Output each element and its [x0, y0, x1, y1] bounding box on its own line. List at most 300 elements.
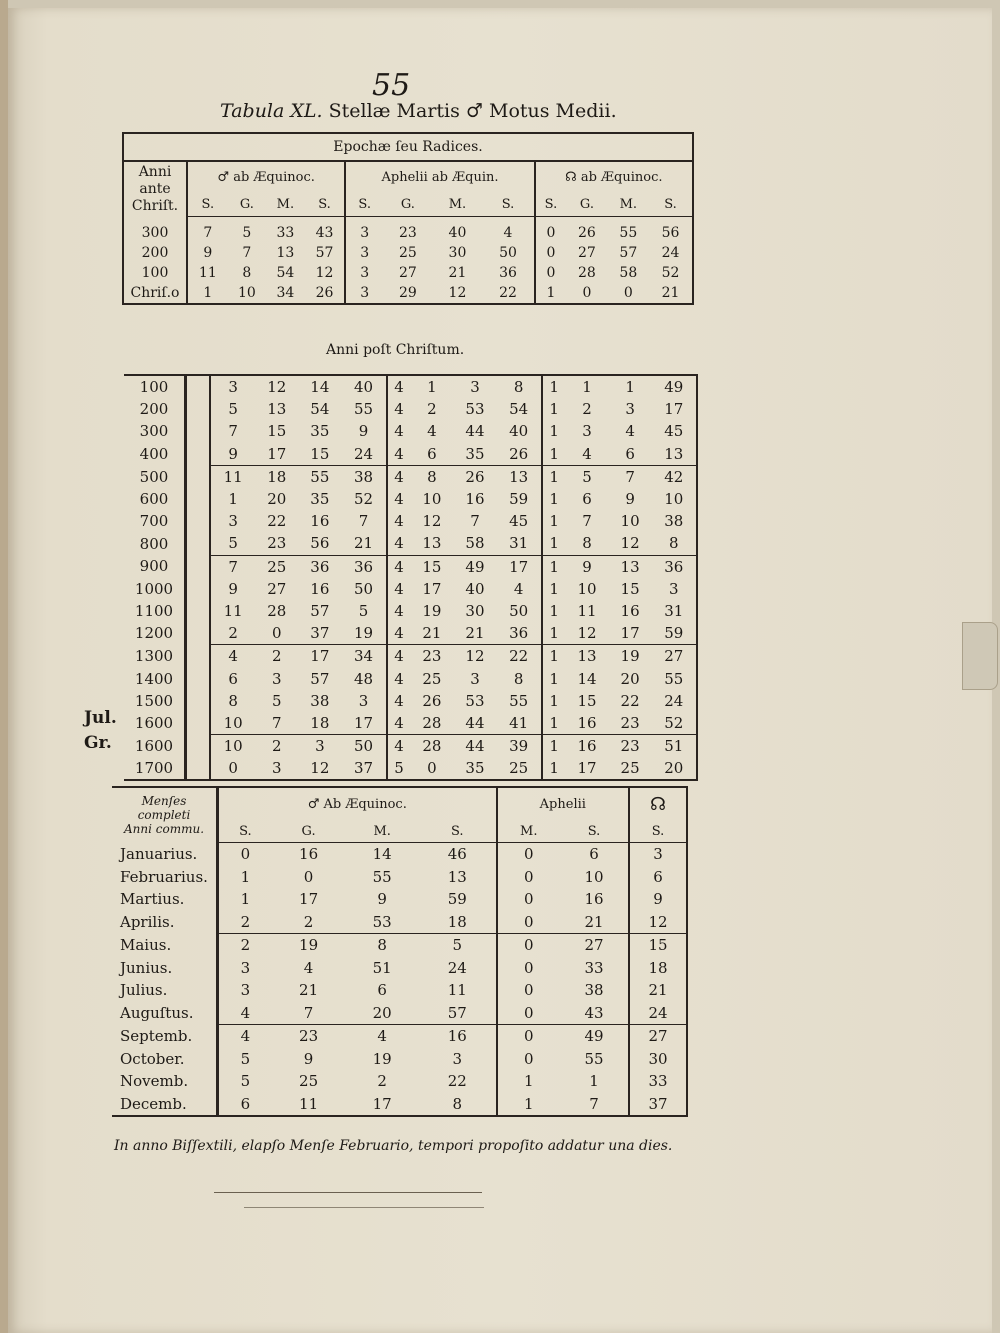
value-cell: 1 [589, 1072, 599, 1091]
value-cell: 50 [353, 737, 374, 756]
value-cell: 15 [267, 422, 287, 441]
value-cell: 21 [629, 979, 687, 1002]
value-cell: 50 [353, 579, 374, 598]
value-cell: 13 [620, 557, 640, 576]
value-cell: 6 [589, 845, 599, 864]
value-cell: 4 [218, 1025, 272, 1048]
value-cell: 23 [620, 737, 640, 756]
value-cell: 7 [582, 512, 592, 531]
value-cell: 46 [447, 845, 467, 864]
value-cell: 49 [652, 375, 697, 398]
table-row [112, 1093, 687, 1117]
value-cell: 36 [499, 265, 517, 281]
spacer-cell [186, 532, 211, 555]
value-cell: 4 [387, 600, 411, 622]
value-cell: 3 [218, 979, 272, 1002]
months-header-line: completi [137, 808, 191, 823]
value-cell: 6 [210, 667, 255, 689]
table-row [112, 888, 687, 911]
value-cell: 45 [652, 420, 697, 442]
table-row [124, 555, 697, 578]
table-row [112, 1002, 687, 1025]
value-cell: 55 [652, 667, 697, 689]
value-cell: 4 [210, 645, 255, 668]
value-cell: 59 [509, 490, 529, 509]
value-cell: 8 [566, 532, 609, 555]
value-cell: 0 [623, 285, 633, 301]
value-cell: 9 [187, 243, 228, 263]
value-cell: 55 [372, 867, 392, 886]
value-cell: 9 [629, 888, 687, 911]
subheader-cell: S. [345, 192, 383, 217]
value-cell: 36 [310, 557, 330, 576]
table-row [124, 622, 697, 645]
subheader-cell: M. [266, 192, 305, 217]
table-row [124, 600, 697, 622]
table-row [124, 398, 697, 420]
value-cell: 30 [629, 1048, 687, 1071]
value-cell: 55 [310, 467, 330, 486]
value-cell: 39 [509, 737, 529, 756]
value-cell: 37 [298, 622, 341, 645]
value-cell: 15 [422, 557, 442, 576]
table-row [124, 443, 697, 466]
year-cell: 300 [123, 217, 187, 244]
value-cell: 4 [387, 578, 411, 600]
value-cell: 4 [303, 958, 314, 977]
value-cell: 35 [453, 443, 496, 466]
value-cell: 11 [210, 465, 255, 488]
value-cell: 1 [187, 283, 228, 304]
value-cell: 5 [582, 467, 592, 486]
months-header-line: Menſes [141, 794, 187, 809]
value-cell: 36 [652, 555, 697, 578]
value-cell: 52 [652, 712, 697, 735]
value-cell: 2 [218, 911, 272, 934]
value-cell: 9 [210, 443, 255, 466]
value-cell: 7 [255, 712, 298, 735]
value-cell: 50 [509, 601, 529, 620]
table-row [124, 712, 697, 735]
value-cell: 57 [310, 669, 330, 688]
value-cell: 1 [497, 1093, 560, 1117]
value-cell: 19 [341, 622, 386, 645]
value-cell: 23 [255, 532, 298, 555]
value-cell: 2 [272, 647, 282, 666]
value-cell: 38 [310, 691, 330, 710]
value-cell: 59 [652, 622, 697, 645]
value-cell: 37 [629, 1093, 687, 1117]
value-cell: 23 [422, 647, 442, 666]
value-cell: 4 [387, 690, 411, 712]
spacer-cell [186, 600, 211, 622]
value-cell: 11 [447, 981, 467, 1000]
value-cell: 4 [387, 443, 411, 466]
value-cell: 12 [609, 532, 652, 555]
value-cell: 36 [353, 557, 374, 576]
subheader-cell: G. [272, 820, 346, 843]
value-cell: 4 [387, 735, 411, 758]
value-cell: 4 [387, 465, 411, 488]
year-cell: 1100 [124, 600, 186, 622]
value-cell: 51 [372, 958, 392, 977]
value-cell: 5 [210, 532, 255, 555]
value-cell: 13 [447, 867, 467, 886]
subheader-cell: S. [535, 192, 567, 217]
value-cell: 55 [353, 400, 374, 419]
year-cell: 700 [124, 510, 186, 532]
value-cell: 48 [353, 669, 374, 688]
value-cell: 3 [652, 578, 697, 600]
month-cell: Junius. [112, 957, 218, 980]
table-row [112, 1070, 687, 1093]
table-row [124, 488, 697, 510]
page-number: 55 [372, 68, 411, 103]
value-cell: 7 [272, 1002, 346, 1025]
value-cell: 18 [267, 467, 287, 486]
value-cell: 4 [387, 645, 411, 668]
group-header: Aphelii ab Æquin. [345, 161, 534, 192]
spacer-cell [186, 667, 211, 689]
value-cell: 2 [377, 1072, 387, 1091]
value-cell: 52 [661, 265, 680, 281]
value-cell: 55 [619, 225, 638, 241]
value-cell: 7 [358, 512, 369, 531]
value-cell: 21 [453, 622, 496, 645]
spacer-cell [186, 735, 211, 758]
year-cell: 1400 [124, 667, 186, 689]
value-cell: 2 [218, 934, 272, 957]
year-cell: 1500 [124, 690, 186, 712]
value-cell: 31 [652, 600, 697, 622]
page-tab [962, 622, 998, 690]
value-cell: 13 [410, 532, 453, 555]
subheader-cell: S. [649, 192, 693, 217]
value-cell: 1 [542, 622, 566, 645]
value-cell: 6 [582, 490, 592, 509]
value-cell: 1 [542, 510, 566, 532]
value-cell: 14 [372, 845, 392, 864]
value-cell: 57 [419, 1002, 497, 1025]
value-cell: 10 [577, 579, 597, 598]
group-header: ♂ Ab Æquinoc. [218, 787, 497, 820]
value-cell: 28 [267, 601, 287, 620]
value-cell: 21 [661, 285, 680, 301]
value-cell: 49 [584, 1027, 604, 1046]
value-cell: 2 [272, 737, 282, 756]
subheader-cell: G. [228, 192, 267, 217]
table-row [112, 866, 687, 889]
value-cell: 26 [315, 285, 334, 301]
value-cell: 30 [448, 245, 467, 261]
value-cell: 2 [427, 400, 437, 419]
subheader-cell: M. [608, 192, 649, 217]
leap-year-note: In anno Biſſextili, elapſo Menſe Februario, tempori propoſito addatur una dies. [114, 1138, 673, 1154]
value-cell: 0 [497, 934, 560, 957]
value-cell: 7 [210, 420, 255, 442]
value-cell: 10 [422, 490, 442, 509]
value-cell: 1 [218, 888, 272, 911]
table-row [124, 465, 697, 488]
month-cell: Aprilis. [112, 911, 218, 934]
value-cell: 12 [465, 647, 485, 666]
spacer-cell [186, 465, 211, 488]
month-cell: Decemb. [112, 1093, 218, 1117]
value-cell: 38 [584, 981, 604, 1000]
value-cell: 1 [542, 555, 566, 578]
value-cell: 4 [387, 555, 411, 578]
value-cell: 3 [345, 217, 383, 244]
value-cell: 9 [582, 557, 592, 576]
value-cell: 5 [218, 1048, 272, 1071]
value-cell: 12 [315, 265, 334, 281]
value-cell: 9 [210, 578, 255, 600]
julian-label: Jul. [84, 708, 117, 728]
title-label: Tabula XL. [220, 100, 323, 122]
value-cell: 53 [345, 911, 419, 934]
year-cell: 800 [124, 532, 186, 555]
value-cell: 26 [578, 225, 596, 241]
value-cell: 1 [542, 488, 566, 510]
value-cell: 5 [242, 225, 252, 241]
value-cell: 3 [210, 510, 255, 532]
value-cell: 21 [341, 532, 386, 555]
subheader-cell: G. [383, 192, 433, 217]
value-cell: 3 [345, 283, 383, 304]
value-cell: 6 [629, 866, 687, 889]
value-cell: 0 [497, 911, 560, 934]
value-cell: 16 [465, 490, 485, 509]
value-cell: 10 [652, 488, 697, 510]
value-cell: 40 [448, 225, 467, 241]
value-cell: 21 [448, 265, 467, 281]
subheader-cell: G. [566, 192, 607, 217]
subheader-cell: S. [560, 820, 629, 843]
value-cell: 22 [620, 691, 640, 710]
value-cell: 3 [582, 422, 592, 441]
value-cell: 9 [377, 890, 387, 909]
value-cell: 1 [542, 532, 566, 555]
value-cell: 1 [542, 420, 566, 442]
value-cell: 2 [582, 400, 592, 419]
value-cell: 24 [661, 245, 680, 261]
subheader-cell: S. [482, 192, 534, 217]
value-cell: 1 [497, 1070, 560, 1093]
value-cell: 26 [422, 691, 442, 710]
value-cell: 1 [542, 757, 566, 780]
value-cell: 6 [377, 981, 387, 1000]
value-cell: 45 [509, 512, 529, 531]
value-cell: 15 [629, 934, 687, 957]
value-cell: 17 [341, 712, 386, 735]
value-cell: 19 [620, 647, 640, 666]
value-cell: 1 [542, 465, 566, 488]
value-cell: 53 [465, 691, 485, 710]
value-cell: 11 [187, 263, 228, 283]
value-cell: 16 [310, 579, 330, 598]
value-cell: 1 [210, 488, 255, 510]
year-cell: 500 [124, 465, 186, 488]
value-cell: 27 [629, 1025, 687, 1048]
value-cell: 4 [387, 712, 411, 735]
value-cell: 1 [542, 443, 566, 466]
value-cell: 30 [465, 601, 485, 620]
value-cell: 8 [652, 532, 697, 555]
value-cell: 0 [497, 1025, 560, 1048]
value-cell: 19 [372, 1049, 392, 1068]
value-cell: 58 [619, 265, 638, 281]
value-cell: 4 [387, 375, 411, 398]
value-cell: 57 [619, 245, 638, 261]
value-cell: 0 [497, 866, 560, 889]
months-header [112, 787, 218, 843]
spacer-cell [186, 375, 211, 398]
year-cell: 1700 [124, 757, 186, 780]
value-cell: 17 [422, 579, 442, 598]
value-cell: 5 [272, 691, 282, 710]
table-row [112, 1025, 687, 1048]
month-cell: Martius. [112, 888, 218, 911]
table-row [124, 532, 697, 555]
value-cell: 23 [299, 1027, 319, 1046]
value-cell: 4 [513, 579, 524, 598]
month-cell: October. [112, 1048, 218, 1071]
value-cell: 28 [578, 265, 596, 281]
table-row [124, 375, 697, 398]
spacer-cell [186, 690, 211, 712]
value-cell: 13 [509, 467, 529, 486]
value-cell: 10 [210, 735, 255, 758]
value-cell: 13 [267, 400, 287, 419]
value-cell: 58 [453, 532, 496, 555]
year-header-line: Chriſt. [131, 197, 179, 214]
value-cell: 3 [452, 1049, 463, 1068]
value-cell: 7 [560, 1093, 629, 1117]
value-cell: 0 [497, 1002, 560, 1025]
value-cell: 5 [358, 601, 369, 620]
spacer-cell [186, 443, 211, 466]
value-cell: 8 [377, 936, 387, 955]
value-cell: 22 [447, 1072, 467, 1091]
table-row [124, 757, 697, 780]
value-cell: 0 [497, 843, 560, 866]
value-cell: 1 [625, 378, 635, 397]
value-cell: 7 [242, 245, 252, 261]
value-cell: 16 [577, 737, 597, 756]
value-cell: 9 [358, 422, 369, 441]
group-header: Aphelii [497, 787, 630, 820]
value-cell: 59 [447, 890, 467, 909]
value-cell: 27 [267, 579, 287, 598]
month-cell: Maius. [112, 934, 218, 957]
value-cell: 56 [661, 225, 680, 241]
value-cell: 25 [267, 557, 287, 576]
month-cell: Novemb. [112, 1070, 218, 1093]
book-spine [0, 0, 8, 1333]
value-cell: 24 [341, 443, 386, 466]
value-cell: 0 [427, 759, 437, 778]
value-cell: 3 [470, 378, 480, 397]
month-cell: Auguſtus. [112, 1002, 218, 1025]
value-cell: 20 [345, 1002, 419, 1025]
value-cell: 0 [582, 285, 592, 301]
value-cell: 36 [496, 622, 541, 645]
subheader-cell: M. [497, 820, 560, 843]
value-cell: 8 [419, 1093, 497, 1117]
table-row [112, 1048, 687, 1071]
spacer-cell [186, 757, 211, 780]
value-cell: 40 [509, 422, 529, 441]
value-cell: 14 [577, 669, 597, 688]
value-cell: 17 [255, 443, 298, 466]
group-header: ♂ ab Æquinoc. [187, 161, 345, 192]
value-cell: 15 [298, 443, 341, 466]
table-row [123, 217, 693, 244]
value-cell: 54 [509, 400, 529, 419]
value-cell: 6 [609, 443, 652, 466]
value-cell: 22 [267, 512, 287, 531]
year-header-line: Anni [138, 163, 172, 180]
value-cell: 1 [542, 645, 566, 668]
value-cell: 3 [345, 263, 383, 283]
value-cell: 12 [310, 759, 330, 778]
table-row [112, 957, 687, 980]
value-cell: 33 [584, 958, 604, 977]
value-cell: 3 [358, 691, 369, 710]
month-cell: Julius. [112, 979, 218, 1002]
value-cell: 1 [582, 378, 592, 397]
value-cell: 7 [625, 467, 635, 486]
value-cell: 35 [310, 490, 330, 509]
rule-line [244, 1207, 484, 1208]
value-cell: 0 [303, 867, 314, 886]
value-cell: 51 [652, 735, 697, 758]
epochs-table [122, 132, 694, 305]
value-cell: 43 [560, 1002, 629, 1025]
value-cell: 50 [499, 245, 517, 261]
value-cell: 13 [577, 647, 597, 666]
post-caption: Anni poſt Chriſtum. [326, 342, 465, 358]
value-cell: 38 [652, 510, 697, 532]
value-cell: 8 [242, 265, 252, 281]
year-cell: 100 [124, 375, 186, 398]
year-cell: 100 [123, 263, 187, 283]
value-cell: 1 [542, 690, 566, 712]
value-cell: 18 [629, 957, 687, 980]
rule-line [214, 1192, 482, 1193]
spacer-cell [186, 578, 211, 600]
value-cell: 3 [345, 243, 383, 263]
table-row [124, 510, 697, 532]
value-cell: 16 [310, 512, 330, 531]
value-cell: 0 [218, 843, 272, 866]
year-cell: Chriſ.o [123, 283, 187, 304]
value-cell: 0 [535, 217, 567, 244]
value-cell: 5 [210, 398, 255, 420]
value-cell: 57 [310, 601, 330, 620]
value-cell: 29 [398, 285, 417, 301]
value-cell: 26 [465, 467, 485, 486]
value-cell: 16 [447, 1027, 467, 1046]
value-cell: 28 [410, 712, 453, 735]
value-cell: 1 [542, 735, 566, 758]
value-cell: 8 [210, 690, 255, 712]
value-cell: 23 [609, 712, 652, 735]
value-cell: 9 [303, 1049, 314, 1068]
value-cell: 22 [499, 285, 517, 301]
value-cell: 4 [427, 422, 437, 441]
value-cell: 17 [310, 647, 330, 666]
